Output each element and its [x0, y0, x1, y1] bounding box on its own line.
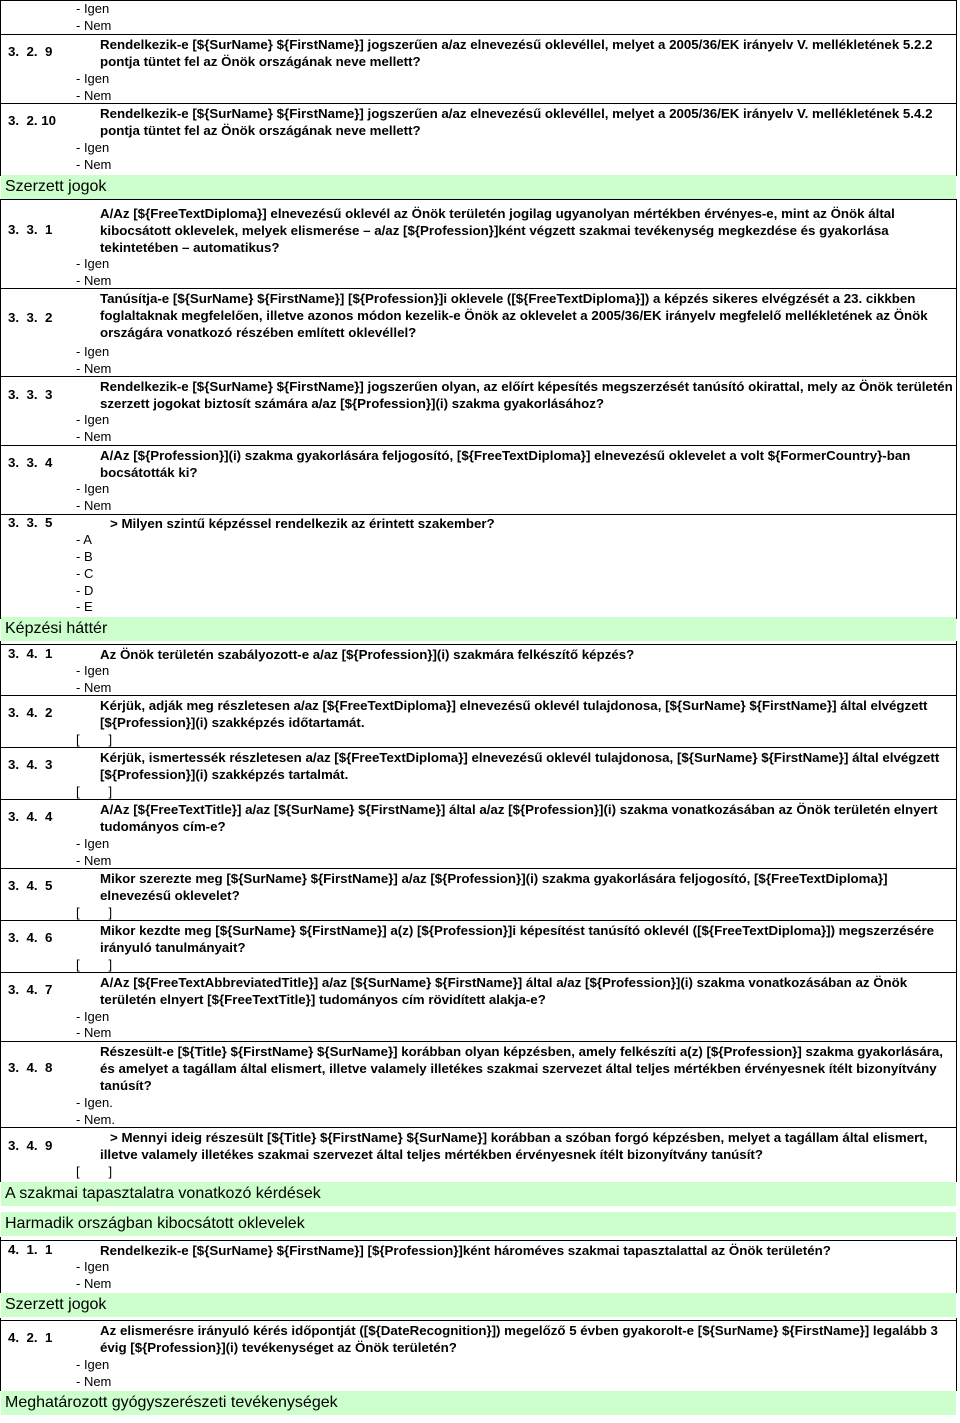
question-number: 3. 3. 1 [8, 222, 53, 237]
question-number: 3. 3. 3 [8, 387, 53, 402]
option-igen[interactable]: - Igen [76, 256, 110, 271]
option-nem[interactable]: - Nem [76, 1374, 112, 1389]
question-text: Kérjük, adják meg részletesen a/az [${FreeTextDiploma}] elnevezésű oklevél tulajdonosa, [${SurName} ${FirstName}] által elvégzett [${Profession}](i) szakképzés időtartamát. [100, 698, 928, 730]
option-nem[interactable]: - Nem. [76, 1112, 115, 1127]
question-text: A/Az [${FreeTextTitle}] a/az [${SurName} ${FirstName}] által a/az [${Profession}](i) szakma vonatkozásában az Önök területén elnyert tudományos cím-e? [100, 802, 938, 834]
rule [0, 445, 957, 446]
question-number: 3. 4. 2 [8, 705, 53, 720]
section-heading: Képzési háttér [1, 617, 956, 641]
rule [0, 1320, 957, 1321]
rule [0, 644, 957, 645]
option-igen[interactable]: - Igen [76, 836, 110, 851]
question-number: 3. 2. 10 [8, 113, 57, 128]
rule [0, 747, 957, 748]
block-top [0, 0, 957, 176]
question-text: A/Az [${FreeTextAbbreviatedTitle}] a/az [${SurName} ${FirstName}] által a/az [${Profession}](i) szakma vonatkozásában az Önök területén elnyert [${FreeTextTitle}] tudományos cím rövidített alakja-e? [100, 975, 908, 1007]
option-igen[interactable]: - Igen [76, 663, 110, 678]
option-nem[interactable]: - Nem [76, 1025, 112, 1040]
option-a[interactable]: - A [76, 532, 92, 547]
section-heading: Meghatározott gyógyszerészeti tevékenységek [1, 1391, 956, 1415]
question-number: 3. 4. 4 [8, 809, 53, 824]
option-nem[interactable]: - Nem [76, 429, 112, 444]
question-number: 3. 4. 5 [8, 878, 53, 893]
question-text: Az Önök területén szabályozott-e a/az [${Profession}](i) szakmára felkészítő képzés? [100, 647, 635, 662]
rule [0, 868, 957, 869]
question-text: Rendelkezik-e [${SurName} ${FirstName}] [${Profession}]ként hároméves szakmai tapasztalattal az Önök területén? [100, 1243, 831, 1258]
rule [0, 1127, 957, 1128]
question-number: 3. 3. 4 [8, 455, 53, 470]
question-number: 4. 1. 1 [8, 1242, 53, 1257]
rule [0, 0, 957, 1]
option-igen[interactable]: - Igen [76, 1357, 110, 1372]
option-nem[interactable]: - Nem [76, 1276, 112, 1291]
option-igen[interactable]: - Igen [76, 481, 110, 496]
option-igen[interactable]: - Igen [76, 71, 110, 86]
rule [0, 103, 957, 104]
question-text: Tanúsítja-e [${SurName} ${FirstName}] [${Profession}]i oklevele ([${FreeTextDiploma}]) a képzés sikeres elvégzését a 23. cikkben foglaltaknak megfelelően, illetve azonos módon kezelik-e Önök az oklevelet a 2005/36/EK irányelv megfelelő mellékletének az Önök országára vonatkozó részében említett oklevéllel? [100, 291, 928, 340]
option-nem[interactable]: - Nem [76, 88, 112, 103]
answer-field[interactable]: [ ] [76, 784, 113, 799]
question-number: 4. 2. 1 [8, 1330, 53, 1345]
question-number: 3. 4. 8 [8, 1060, 53, 1075]
question-number: 3. 4. 3 [8, 757, 53, 772]
answer-field[interactable]: [ ] [76, 732, 113, 747]
option-nem[interactable]: - Nem [76, 361, 112, 376]
answer-field[interactable]: [ ] [76, 1164, 113, 1179]
question-number: 3. 3. 5 [8, 515, 53, 530]
rule [0, 920, 957, 921]
question-number: 3. 4. 9 [8, 1138, 53, 1153]
option-igen[interactable]: - Igen [76, 1259, 110, 1274]
option-nem[interactable]: - Nem [76, 680, 112, 695]
rule [0, 376, 957, 377]
option-b[interactable]: - B [76, 549, 93, 564]
rule [0, 288, 957, 289]
question-number: 3. 2. 9 [8, 44, 53, 59]
question-number: 3. 4. 7 [8, 982, 53, 997]
option-igen[interactable]: - Igen [76, 140, 110, 155]
option-igen[interactable]: - Igen [76, 1009, 110, 1024]
option-nem[interactable]: - Nem [76, 853, 112, 868]
section-heading: Harmadik országban kibocsátott oklevelek [1, 1212, 956, 1236]
option-c[interactable]: - C [76, 566, 94, 581]
option-e[interactable]: - E [76, 599, 93, 614]
rule [0, 34, 957, 35]
question-text: Mikor kezdte meg [${SurName} ${FirstName}] a(z) [${Profession}]i képesítést tanúsító oklevél ([${FreeTextDiploma}]) megszerzésére irányuló tanulmányait? [100, 923, 935, 955]
question-text: > Milyen szintű képzéssel rendelkezik az érintett szakember? [110, 516, 495, 531]
option-igen[interactable]: - Igen [76, 412, 110, 427]
option-nem[interactable]: - Nem [76, 157, 112, 172]
question-text: Kérjük, ismertessék részletesen a/az [${FreeTextDiploma}] elnevezésű oklevél tulajdonosa, [${SurName} ${FirstName}] által elvégzett [${Profession}](i) szakképzés tartalmát. [100, 750, 940, 782]
section-heading: Szerzett jogok [1, 175, 956, 199]
rule [0, 972, 957, 973]
option-nem[interactable]: - Nem [76, 273, 112, 288]
rule [0, 1240, 957, 1241]
answer-field[interactable]: [ ] [76, 905, 113, 920]
question-number: 3. 4. 1 [8, 646, 53, 661]
question-text: Részesült-e [${Title} ${FirstName} ${SurName}] korábban olyan képzésben, amely felkészíti a(z) [${Profession}] szakma gyakorlására, és amelyet a tagállam által elismert, illetve valamely illetékes szakmai szervezet által teljes mértékben érvényesnek ítélt bizonyítvány tanúsít? [100, 1044, 943, 1093]
question-text: Rendelkezik-e [${SurName} ${FirstName}] jogszerűen a/az elnevezésű oklevéllel, melyet a 2005/36/EK irányelv V. mellékletének 5.2.2 pontja tüntet fel az Önök országának neve mellett? [100, 37, 933, 69]
answer-field[interactable]: [ ] [76, 957, 113, 972]
rule [0, 695, 957, 696]
section-heading: A szakmai tapasztalatra vonatkozó kérdések [1, 1182, 956, 1206]
question-number: 3. 4. 6 [8, 930, 53, 945]
question-number: 3. 3. 2 [8, 310, 53, 325]
option-d[interactable]: - D [76, 583, 94, 598]
question-text: A/Az [${FreeTextDiploma}] elnevezésű oklevél az Önök területén jogilag ugyanolyan mértékben érvényes-e, mint az Önök által kibocsátott oklevelek, melyek elismerése – a/az [${Profession}]ként végzett szakmai tevékenység megkezdése és gyakorlása tekintetében – automatikus? [100, 206, 895, 255]
rule [0, 199, 957, 200]
question-text: Az elismerésre irányuló kérés időpontját ([${DateRecognition}]) megelőző 5 évben gyakorolt-e [${SurName} ${FirstName}] legalább 3 évig [${Profession}](i) tevékenységet az Önök területén? [100, 1323, 938, 1355]
question-text: > Mennyi ideig részesült [${Title} ${FirstName} ${SurName}] korábban a szóban forgó képzésben, melyet a tagállam által elismert, illetve valamely illetékes szakmai szervezet által teljes mértékben érvényesnek ítélt bizonyítvány tanúsít? [100, 1130, 928, 1162]
option-igen[interactable]: - Igen [76, 344, 110, 359]
question-text: Mikor szerezte meg [${SurName} ${FirstName}] a/az [${Profession}](i) szakma gyakorlására feljogosító, [${FreeTextDiploma}] elnevezésű oklevelet? [100, 871, 888, 903]
question-text: Rendelkezik-e [${SurName} ${FirstName}] jogszerűen a/az elnevezésű oklevéllel, melyet a 2005/36/EK irányelv V. mellékletének 5.4.2 pontja tüntet fel az Önök országának neve mellett? [100, 106, 933, 138]
question-text: Rendelkezik-e [${SurName} ${FirstName}] jogszerűen olyan, az előírt képesítés megszerzését tanúsító okirattal, mely az Önök területén szerzett jogokat biztosít számára a/az [${Profession}](i) szakma gyakorlásához? [100, 379, 953, 411]
question-text: A/Az [${Profession}](i) szakma gyakorlására feljogosító, [${FreeTextDiploma}] elnevezésű oklevelet a volt ${FormerCountry}-ban bocsátották ki? [100, 448, 911, 480]
option-igen[interactable]: - Igen [76, 1, 110, 16]
option-nem[interactable]: - Nem [76, 18, 112, 33]
option-nem[interactable]: - Nem [76, 498, 112, 513]
section-heading: Szerzett jogok [1, 1293, 956, 1317]
option-igen[interactable]: - Igen. [76, 1095, 113, 1110]
rule [0, 1041, 957, 1042]
rule [0, 799, 957, 800]
